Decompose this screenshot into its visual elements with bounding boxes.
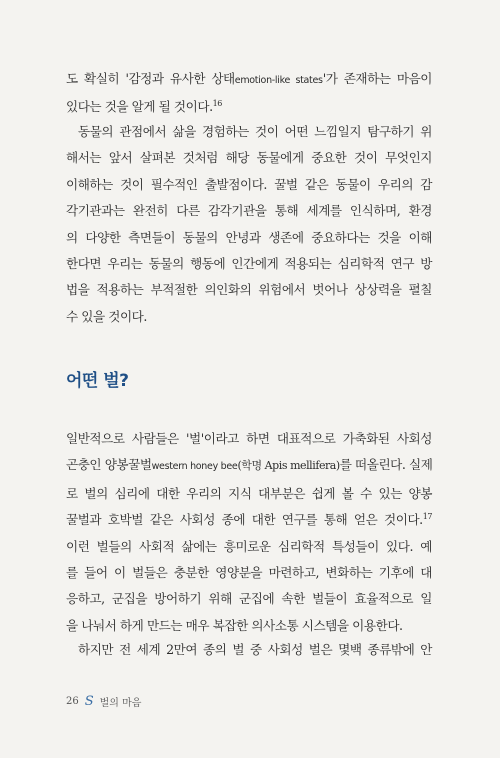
text-line: 하지만 전 세계 2만여 종의 벌 중 사회성 벌은 몇백 종류밖에 안 [78,642,432,657]
text-line: 을 나눠서 하게 만드는 매우 복잡한 의사소통 시스템을 이용한다. [66,617,403,633]
text-line: 있다는 것을 알게 될 것이다.$^{16}$ [66,99,222,115]
text-line: 한다면 우리는 동물의 행동에 인간에게 적용되는 심리학적 연구 방 [66,256,432,272]
text-line: 이런 벌들의 사회적 삶에는 흥미로운 심리학적 특성들이 있다. 예 [66,538,432,554]
paragraph-1 [66,66,432,121]
text-line: 동물의 관점에서 삶을 경험하는 것이 어떤 느낌일지 탐구하기 위 [78,124,432,139]
text-line: 도 확실히 '감정과 유사한 상태emotion-like states'가 존재하는 마음이 [66,71,433,86]
text-line: 해서는 앞서 살펴본 것처럼 해당 동물에게 중요한 것이 무엇인지 [66,150,432,166]
text-line: 법을 적용하는 부적절한 의인화의 위험에서 벗어나 상상력을 펼칠 [66,282,432,298]
paragraph-4 [66,637,432,663]
text-line: 응하고, 군집을 방어하기 위해 군집에 속한 벌들이 효율적으로 일 [66,591,432,607]
section-heading: 어떤 벌? [66,371,129,391]
logo-mark-icon: S [84,694,94,709]
text-line: 이해하는 것이 필수적인 출발점이다. 꿀벌 같은 동물이 우리의 감 [66,176,432,192]
text-line: 곤충인 양봉꿀벌western honey bee(학명 Apis mellifera)를 떠올린다. 실제 [66,457,433,473]
text-line: 각기관과는 완전히 다른 감각기관을 통해 세계를 인식하며, 환경 [66,203,432,219]
paragraph-3 [66,426,432,639]
page-number: 26 [66,696,79,707]
footnote-ref-17: 17 [422,512,432,522]
footnote-ref-16: 16 [212,99,222,109]
text-line: 일반적으로 사람들은 '벌'이라고 하면 대표적으로 가축화된 사회성 [66,431,432,446]
text-line: 로 벌의 심리에 대한 우리의 지식 대부분은 쉽게 볼 수 있는 양봉 [66,485,432,501]
text-line: 꿀벌과 호박벌 같은 사회성 종에 대한 연구를 통해 얻은 것이다.$^{17}$ [66,512,432,528]
text-line: 를 들어 이 벌들은 충분한 영양분을 마련하고, 변화하는 기후에 대 [66,565,432,581]
text-line: 의 다양한 측면들이 동물의 안녕과 생존에 중요하다는 것을 이해 [66,229,432,245]
text-line: 수 있을 것이다. [66,308,147,324]
page-footer [66,694,141,709]
book-title: 벌의 마음 [99,698,142,709]
paragraph-2 [66,119,432,330]
